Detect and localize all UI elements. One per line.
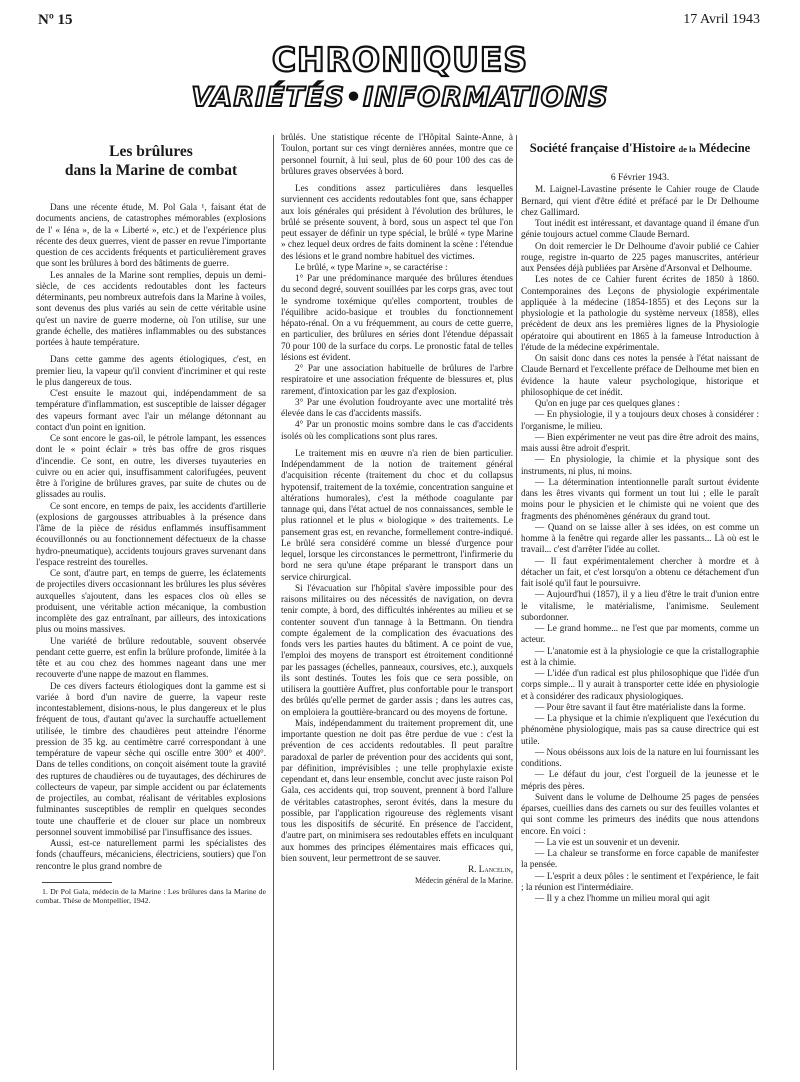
quote: — L'idée d'un radical est plus philosophique que l'idée d'un corps simple... Il y aurait à transporter cette idée en physiologie et à considérer des radicaux physiologiques.: [521, 668, 759, 701]
footnote-rule: [42, 882, 112, 883]
quote: — Quand on se laisse aller à ses idées, on est comme un homme à la fenêtre qui regarde aller les passants... Là où est le travail... c'est d'arrêter l'idée au collet.: [521, 521, 759, 555]
paragraph: Tout inédit est intéressant, et davantage quand il émane d'un génie toujours actuel comme Claude Bernard.: [521, 218, 759, 240]
quote: — Le défaut du jour, c'est l'orgueil de la jeunesse et le mépris des pères.: [521, 769, 759, 791]
paragraph: Si l'évacuation sur l'hôpital s'avère impossible pour des raisons militaires ou des nécessités de navigation, on devra tenir compte, à bord, des difficultés inhérentes au milieu et se contenter souvent d'un tannage à la Bettmann. On tiendra compte également de la complication des évacuations des fonds vers les parties hautes du bâtiment. A ce point de vue, l'emploi des moyens de transport est étroitement conditionné par les passages (échelles, panneaux, coursives, etc.), auxquels ils sont destinés. Toutes les fois que ce sera possible, on utilisera la gouttière Auffret, plus confortable pour le transport des brûlés qu'elle permet de garder assis ; dans les autres cas, on emploiera la gouttière-brancard ou des moyens de fortune.: [281, 582, 513, 717]
title-main: Société française d'Histoire: [529, 141, 676, 155]
paragraph: 4° Par un pronostic moins sombre dans le cas d'accidents isolés où les complications sont plus rares.: [281, 419, 513, 441]
title-line-2: dans la Marine de combat: [64, 162, 238, 179]
issue-number: Nº 15: [38, 12, 73, 28]
quote: — Le grand homme... ne l'est que par moments, comme un acteur.: [521, 623, 759, 645]
paragraph: Les notes de ce Cahier furent écrites de 1850 à 1860. Contemporaines des Leçons de physiologie expérimentale appliquée à la médecine (1854-1855) et des Leçons sur la physiologie et la pathologie du système nerveux (1858), elles précèdent de deux ans les premières lignes de la Physiologie opératoire qui aboutirent en 1865 à la fameuse Introduction à l'étude de la médecine expérimentale.: [521, 274, 759, 352]
paragraph: Dans cette gamme des agents étiologiques, c'est, en premier lieu, la vapeur qu'il convient d'incriminer et qui reste le plus dangereux de tous.: [36, 354, 266, 387]
paragraph: brûlés. Une statistique récente de l'Hôpital Sainte-Anne, à Toulon, portant sur ces vingt dernières années, montre que ce personnel fournit, à lui seul, plus de 60 pour 100 des cas de brûlures graves observées à bord.: [281, 132, 513, 176]
masthead-subtitle: [0, 82, 800, 113]
quote: — L'anatomie est à la physiologie ce que la cristallographie est à la chimie.: [521, 645, 759, 667]
column-2: [281, 132, 513, 1077]
masthead-chroniques: CHRONIQUES: [271, 40, 529, 79]
masthead-informations: INFORMATIONS: [363, 82, 609, 113]
footnote: 1. Dr Pol Gala, médecin de la Marine : Les brûlures dans la Marine de combat. Thèse de Montpellier, 1942.: [36, 886, 266, 906]
paragraph: Qu'on en juge par ces quelques glanes :: [535, 398, 680, 408]
paragraph: Suivent dans le volume de Delhoume 25 pages de pensées éparses, cueillies dans des carnets ou sur des feuilles volantes et qui sont comme les primeurs des inédits que nous attendons encore. En voici :: [521, 791, 759, 836]
quote: — Il faut expérimentalement chercher à mordre et à détacher un fait, et c'est lorsqu'on a obtenu ce détachement d'un fait isolé qu'il faut le poursuivre.: [521, 555, 759, 588]
title-end: Médecine: [698, 141, 751, 155]
quote: — Nous obéissons aux lois de la nature en lui fournissant les conditions.: [521, 746, 759, 768]
paragraph: 1° Par une prédominance marquée des brûlures étendues du second degré, souvent souillées par les corps gras, avec tout le syndrome toxémique qu'elles comportent, troubles de l'équilibre acido-basique et troubles du fonctionnement hépato-rénal. On a vu fréquemment, au cours de cette guerre, en particulier, des brûlures en séries dont l'étendue dépassait 70 pour 100 de la surface du corps. Le pronostic fatal de telles lésions est évident.: [281, 273, 513, 362]
issue-date: 17 Avril 1943: [683, 12, 760, 27]
column-rule-2: [516, 135, 517, 1070]
paragraph: Dans une récente étude, M. Pol Gala ¹, faisant état de documents anciens, de catastrophes mémorables (explosions de l' « Iéna », de la « Liberté », etc.) et de l'expérience plus récente des deux guerres, vient de passer en revue l'importante question de ces accidents fréquents et particulièrement graves que sont les brûlures à bord des bâtiments de guerre.: [36, 202, 266, 269]
paragraph: Mais, indépendamment du traitement proprement dit, une importante question ne doit pas être perdue de vue : c'est la prévention de ces accidents redoutables. Il peut paraître paradoxal de parler de prévention pour des accidents qui sont, par définition, imprévisibles ; une telle prophylaxie existe cependant et, dans leur ensemble, conclut avec juste raison Pol Gala, ces accidents qui, trop souvent, prennent à bord l'allure de véritables catastrophes, seront évités, dans la mesure du possible, par l'application rigoureuse des règlements visant tous les dispositifs de sécurité. En présence de l'accident, d'autre part, on minimisera ses redoutables effets en inculquant aux hommes des principes élémentaires mais efficaces qui, bien souvent, leur permettront de se sauver.: [281, 717, 513, 863]
paragraph: 3° Par une évolution foudroyante avec une mortalité très élevée dans le cas d'accidents massifs.: [281, 396, 513, 418]
article-title-brulures: [36, 142, 266, 180]
quote: — La détermination intentionnelle paraît surtout évidente dans les êtres vivants qui forment un tout lui ; elle le paraît moins pour le physicien et le chimiste qui ne voient que des fragments des phénomènes généraux du grand tout.: [521, 476, 759, 521]
paragraph: C'est ensuite le mazout qui, indépendamment de sa température d'inflammation, est susceptible de laisser dégager des vapeurs formant avec l'air un mélange détonnant au contact d'un point en ignition.: [36, 388, 266, 432]
paragraph: Les conditions assez particulières dans lesquelles surviennent ces accidents redoutables font que, sans échapper aux lois générales qui président à l'évolution des brûlures, le brûlé se présente souvent, à bord, sous un aspect tel que l'on peut essayer de définir un type spécial, le brûlé « type Marine » chez lequel deux ordres de faits dominent la scène : l'étendue des lésions et le grand nombre habituel des victimes.: [281, 183, 513, 261]
paragraph: Ce sont encore, en temps de paix, les accidents d'artillerie (explosions de gargousses attribuables à la présence dans l'âme de la pièce de résidus enflammés insuffisamment écouvillonnés ou au fonctionnement défectueux de la chasse hydro-pneumatique), accidents toujours graves survenant dans l'espace restreint des tourelles.: [36, 500, 266, 567]
title-line-1: Les brûlures: [109, 143, 193, 160]
column-rule-1: [273, 135, 274, 1070]
paragraph: Ce sont, d'autre part, en temps de guerre, les éclatements de projectiles divers occasionnant les brûlures les plus sévères auxquelles s'ajoutent, dans les espaces clos où elles se produisent, une véritable action mécanique, la combustion incomplète des gaz entraînant, par ailleurs, des intoxications plus ou moins massives.: [36, 568, 266, 635]
quote: — Pour être savant il faut être matérialiste dans la forme.: [535, 701, 746, 712]
paragraph: Le traitement mis en œuvre n'a rien de bien particulier. Indépendamment de la notion de traitement général d'acquisition récente (traitement du choc et du collapsus hypotensif, traitement de la toxémie, concentration sanguine et altérations humorales), c'est la méthode coagulante par tannage qui, dans l'état actuel de nos connaissances, semble le plus rationnel et le plus « biologique » des traitements. Le pansement gras est, en revanche, formellement contre-indiqué. Le brûlé sera considéré comme un blessé d'urgence pour lequel, lorsque les circonstances le permettront, l'infirmerie du bord ne sera qu'une étape préparant le transport dans un service chirurgical.: [281, 447, 513, 582]
paragraph: Une variété de brûlure redoutable, souvent observée pendant cette guerre, est enfin la brûlure profonde, limitée à la tête et au cou chez des hommes nageant dans une mer recouverte d'une nappe de mazout en flammes.: [36, 635, 266, 680]
masthead-bullet: •: [344, 82, 364, 113]
column-1: [36, 132, 266, 1077]
paragraph: On doit remercier le Dr Delhoume d'avoir publié ce Cahier rouge, registre in-quarto de 225 pages manuscrites, antérieur aux Pensées déjà publiées par Arsène d'Arsonval et Delhoume.: [521, 240, 759, 273]
quote: — En physiologie, il y a toujours deux choses à considérer : l'organisme, le milieu.: [521, 409, 759, 431]
column-3: [521, 132, 759, 1077]
paragraph: 2° Par une association habituelle de brûlures de l'arbre respiratoire et une association fréquente de blessures et, plus rarement, d'intoxication par les gaz d'explosion.: [281, 363, 513, 396]
article-title-societe: [521, 141, 759, 157]
paragraph: On saisit donc dans ces notes la pensée à l'état naissant de Claude Bernard et l'excellente préface de Delhoume met bien en évidence la haute valeur psychologique, historique et philosophique de cet inédit.: [521, 353, 759, 397]
masthead-varietes: VARIÉTÉS: [191, 82, 345, 113]
quote: — L'esprit a deux pôles : le sentiment et l'expérience, le fait ; la réunion est l'intermédiaire.: [521, 870, 759, 892]
paragraph: M. Laignel-Lavastine présente le Cahier rouge de Claude Bernard, qui vient d'être édité et préfacé par le Dr Delhoume chez Gallimard.: [521, 184, 759, 217]
quote: — La vie est un souvenir et un devenir.: [535, 836, 680, 847]
quote: — Bien expérimenter ne veut pas dire être adroit des mains, mais aussi être adroit d'esprit.: [521, 431, 759, 453]
paragraph: Aussi, est-ce naturellement parmi les spécialistes des fonds (chauffeurs, mécaniciens, électriciens, soutiers) que l'on rencontre le plus grand nombre de: [36, 838, 266, 871]
signature-name: R. Lancelin,: [468, 864, 513, 874]
signature: [281, 864, 513, 887]
paragraph: Les annales de la Marine sont remplies, depuis un demi-siècle, de ces accidents redoutables dont les facteurs déterminants, peu nombreux autrefois dans la Marine à voiles, sont devenus des plus variés au sein de cette véritable usine qu'est un navire de guerre moderne, où l'on utilise, sur une grande échelle, des matières inflammables ou des substances portées à haute température.: [36, 269, 266, 347]
quote: — La chaleur se transforme en force capable de manifester la pensée.: [521, 848, 759, 870]
signature-role: Médecin général de la Marine.: [415, 876, 513, 886]
quote: — Il y a chez l'homme un milieu moral qui agit: [535, 893, 710, 903]
quote: — En physiologie, la chimie et la physique sont des instruments, ni plus, ni moins.: [521, 454, 759, 476]
paragraph: De ces divers facteurs étiologiques dont la gamme est si variée à bord d'un navire de guerre, la vapeur reste incontestablement, disions-nous, le plus dangereux et le plus fréquent de tous, d'autant qu'avec la surchauffe actuellement utilisée, le timbre des chaudières peut atteindre l'énorme pression de 35 kg. au centimètre carré correspondant à une température de vapeur sèche qui oscille entre 300° et 400°. Dans de telles conditions, on conçoit aisément toute la gravité des ruptures de chaudières ou de tuyautages, des déchirures de collecteurs de vapeur, par simple accident ou par éclatements de projectiles, au combat, réalisant de véritables explosions fulminantes susceptibles de remplir en quelques secondes toute une chaufferie et de clouer sur place un nombreux personnel souvent immobilisé par l'insuffisance des issues.: [36, 680, 266, 837]
paragraph: Ce sont encore le gas-oil, le pétrole lampant, les essences dont le « point éclair » très bas offre de gros risques d'incendie. Ce sont, en outre, les diverses tuyauteries en cuivre ou en acier qui, insuffisamment calorifugées, peuvent être à l'origine de brûlures graves, par suite de chutes ou de glissades au roulis.: [36, 433, 266, 500]
quote: — Aujourd'hui (1857), il y a lieu d'être le trait d'union entre le vitalisme, le matérialisme, l'animisme. Seulement subordonner.: [521, 589, 759, 622]
quote: — La physique et la chimie n'expliquent que l'exécution du phénomène physiologique, mais pas sa cause directrice qui est utile.: [521, 713, 759, 746]
paragraph: Le brûlé, « type Marine », se caractérise :: [295, 261, 448, 272]
session-date: 6 Février 1943.: [610, 173, 670, 183]
title-small: de la: [678, 144, 696, 154]
